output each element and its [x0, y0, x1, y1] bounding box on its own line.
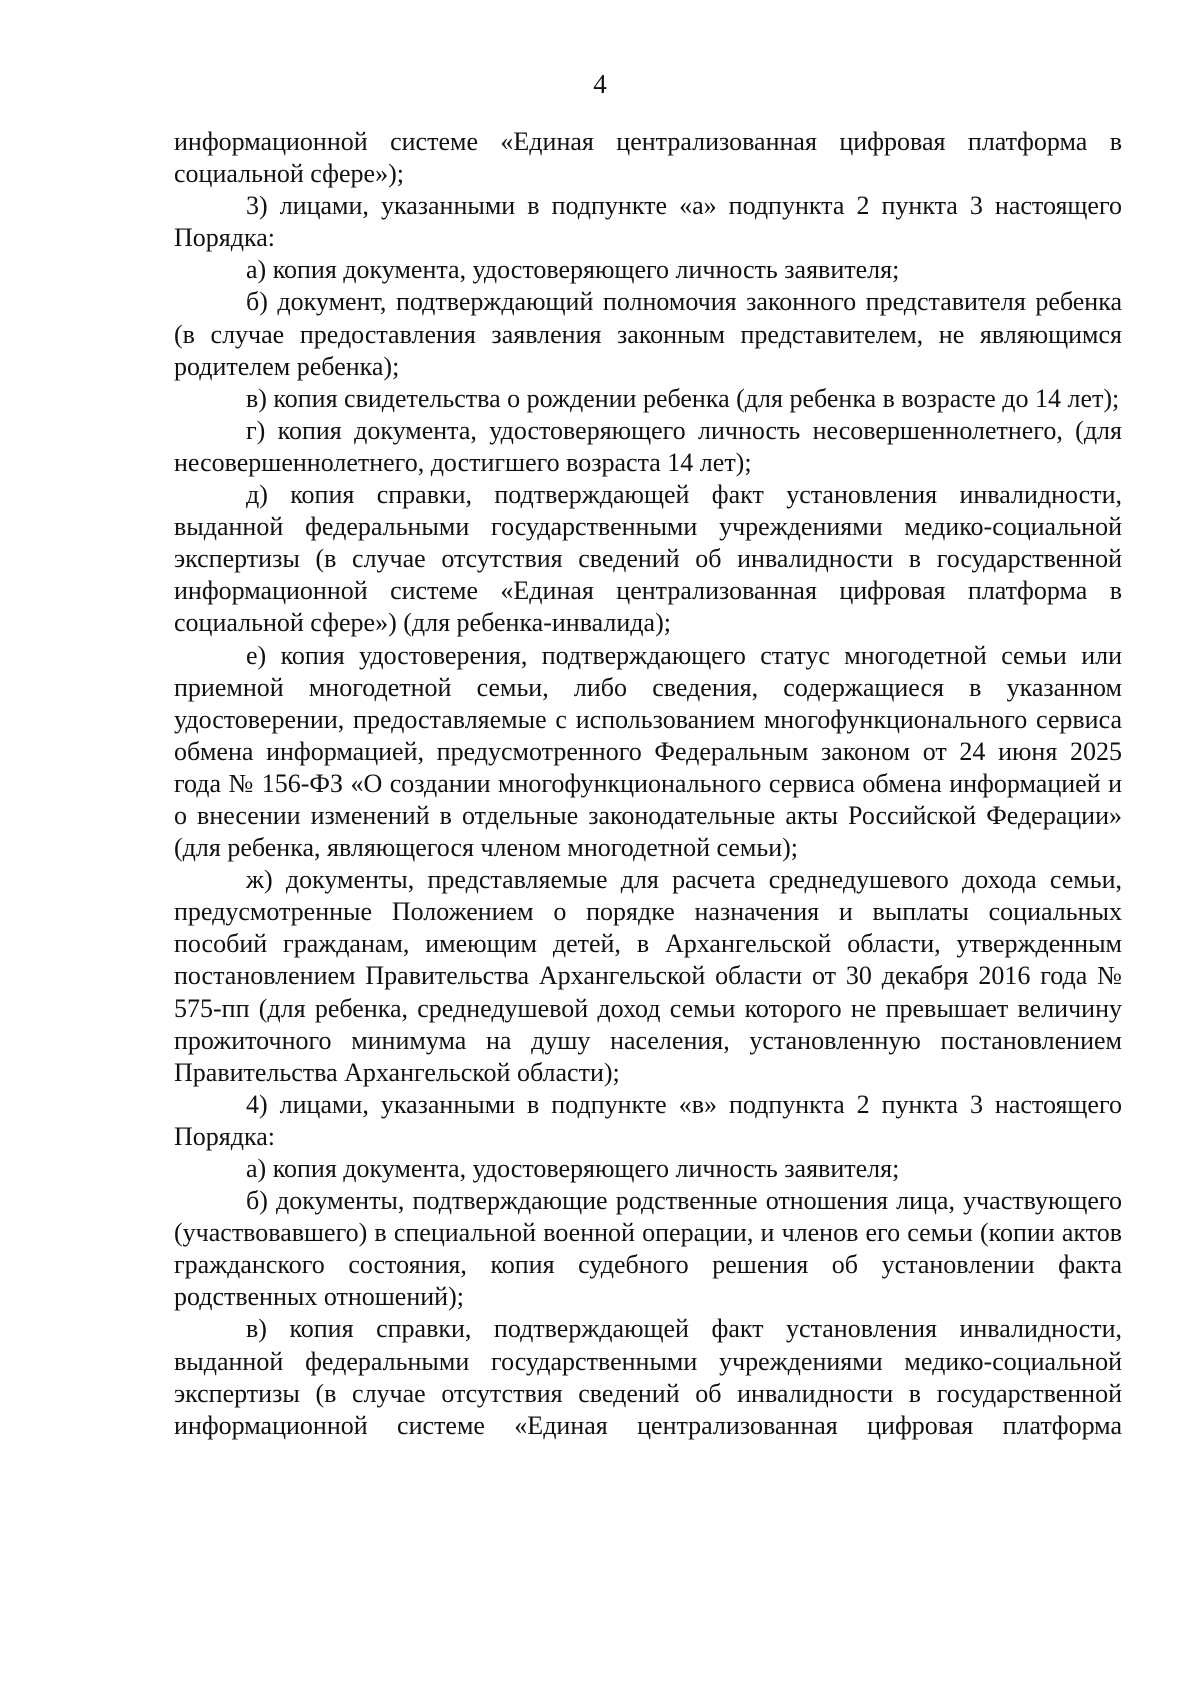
paragraph-3b: б) документ, подтверждающий полномочия законного представителя ребенка (в случае предоставления заявления законным представителем, не являющимся родителем ребенка); — [174, 287, 1122, 381]
paragraph-3a: а) копия документа, удостоверяющего личность заявителя; — [246, 255, 900, 285]
paragraph-4v: в) копия справки, подтверждающей факт установления инвалидности, выданной федеральными государственными учреждениями медико-социальной экспертизы (в случае отсутствия сведений об инвалидности в государственной информационной системе «Единая централизованная цифровая платформа — [174, 1314, 1122, 1440]
paragraph-3v: в) копия свидетельства о рождении ребенка (для ребенка в возрасте до 14 лет); — [246, 383, 1120, 413]
paragraph-item-3: 3) лицами, указанными в подпункте «а» подпункта 2 пункта 3 настоящего Порядка: — [174, 191, 1122, 253]
paragraph-3zh: ж) документы, представляемые для расчета среднедушевого дохода семьи, предусмотренные Положением о порядке назначения и выплаты социальных пособий гражданам, имеющим детей, в Архангельской области, утвержденным постановлением Правительства Архангельской области от 30 декабря 2016 года № 575-пп (для ребенка, среднедушевой доход семьи которого не превышает величину прожиточного минимума на душу населения, установленную постановлением Правительства Архангельской области); — [174, 865, 1122, 1087]
paragraph-3e: е) копия удостоверения, подтверждающего статус многодетной семьи или приемной многодетной семьи, либо сведения, содержащиеся в указанном удостоверении, предоставляемые с использованием многофункционального сервиса обмена информацией, предусмотренного Федеральным законом от 24 июня 2025 года № 156-ФЗ «О создании многофункционального сервиса обмена информацией и о внесении изменений в отдельные законодательные акты Российской Федерации» (для ребенка, являющегося членом многодетной семьи); — [174, 640, 1122, 863]
paragraph-continuation: информационной системе «Единая централизованная цифровая платформа в социальной сфере»); — [174, 127, 1122, 189]
page-number: 4 — [593, 69, 607, 99]
document-body — [174, 126, 1122, 1442]
paragraph-4b: б) документы, подтверждающие родственные отношения лица, участвующего (участвовавшего) в специальной военной операции, и членов его семьи (копии актов гражданского состояния, копия судебного решения об установлении факта родственных отношений); — [174, 1186, 1122, 1312]
paragraph-item-4: 4) лицами, указанными в подпункте «в» подпункта 2 пункта 3 настоящего Порядка: — [174, 1089, 1122, 1151]
paragraph-4a: а) копия документа, удостоверяющего личность заявителя; — [246, 1154, 900, 1183]
paragraph-3g: г) копия документа, удостоверяющего личность несовершеннолетнего, (для несовершеннолетнего, достигшего возраста 14 лет); — [174, 415, 1122, 477]
paragraph-3d: д) копия справки, подтверждающей факт установления инвалидности, выданной федеральными государственными учреждениями медико-социальной экспертизы (в случае отсутствия сведений об инвалидности в государственной информационной системе «Единая централизованная цифровая платформа в социальной сфере») (для ребенка-инвалида); — [174, 480, 1122, 638]
